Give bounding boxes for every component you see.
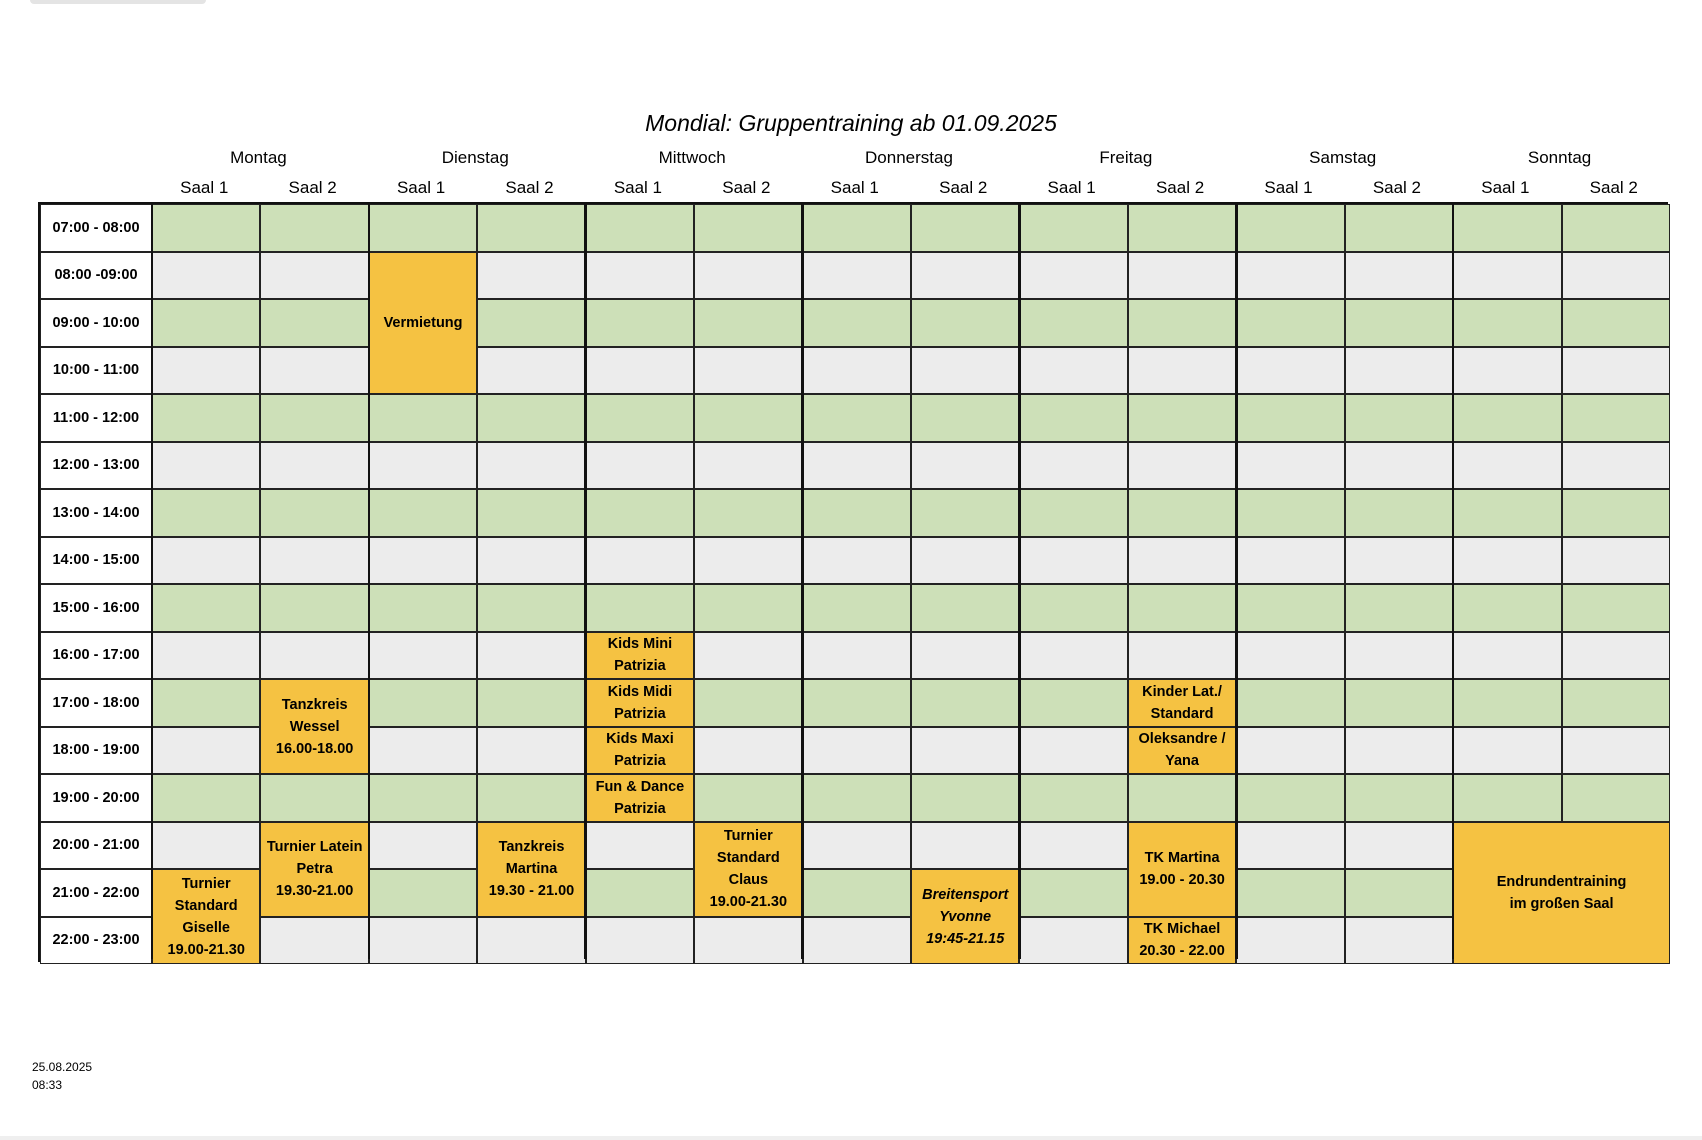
event-text-line: Giselle bbox=[182, 919, 230, 936]
schedule-cell bbox=[1345, 774, 1453, 822]
time-slot-label: 20:00 - 21:00 bbox=[40, 822, 152, 870]
schedule-cell bbox=[1236, 252, 1344, 300]
schedule-cell bbox=[1345, 917, 1453, 965]
schedule-cell bbox=[911, 822, 1019, 870]
schedule-cell bbox=[477, 347, 585, 395]
event-block[interactable] bbox=[911, 869, 1019, 964]
schedule-cell bbox=[1019, 537, 1127, 585]
schedule-cell bbox=[586, 442, 694, 490]
saal-header: Saal 1 bbox=[830, 178, 879, 197]
schedule-cell bbox=[152, 774, 260, 822]
saal-header: Saal 2 bbox=[939, 178, 988, 197]
event-block[interactable] bbox=[1128, 679, 1236, 727]
schedule-cell bbox=[1453, 299, 1561, 347]
schedule-cell bbox=[1345, 489, 1453, 537]
footer-date: 25.08.2025 bbox=[32, 1060, 93, 1074]
event-text-line: TK Michael bbox=[1143, 921, 1221, 938]
schedule-cell bbox=[1128, 204, 1236, 252]
schedule-cell bbox=[1562, 347, 1670, 395]
schedule-cell bbox=[369, 774, 477, 822]
day-separator bbox=[368, 204, 371, 959]
schedule-cell bbox=[369, 632, 477, 680]
schedule-cell bbox=[1453, 489, 1561, 537]
saal-header: Saal 2 bbox=[505, 178, 554, 197]
schedule-cell bbox=[1345, 394, 1453, 442]
schedule-cell bbox=[1236, 869, 1344, 917]
footer-time: 08:33 bbox=[32, 1078, 63, 1092]
schedule-cell bbox=[152, 394, 260, 442]
time-slot-label: 07:00 - 08:00 bbox=[40, 204, 152, 252]
saal-header: Saal 2 bbox=[288, 178, 337, 197]
event-text-line: Standard bbox=[1150, 705, 1214, 722]
schedule-cell bbox=[1019, 727, 1127, 775]
top-scroll-tab bbox=[30, 0, 206, 4]
event-block[interactable] bbox=[586, 679, 694, 727]
schedule-cell bbox=[1453, 679, 1561, 727]
saal-header: Saal 1 bbox=[1264, 178, 1313, 197]
event-text-line: Yana bbox=[1165, 753, 1199, 770]
schedule-cell bbox=[803, 917, 911, 965]
schedule-cell bbox=[911, 299, 1019, 347]
schedule-cell bbox=[260, 584, 368, 632]
schedule-cell bbox=[152, 347, 260, 395]
schedule-cell bbox=[1236, 299, 1344, 347]
schedule-cell bbox=[803, 774, 911, 822]
saal-header: Saal 1 bbox=[180, 178, 229, 197]
schedule-cell bbox=[694, 727, 802, 775]
event-text-line: Petra bbox=[296, 861, 333, 877]
schedule-cell bbox=[1236, 394, 1344, 442]
day-header: Freitag bbox=[1099, 148, 1153, 167]
schedule-cell bbox=[1562, 727, 1670, 775]
event-text-line: Breitensport bbox=[922, 886, 1009, 903]
schedule-cell bbox=[1128, 442, 1236, 490]
event-text-line: Endrundentraining bbox=[1496, 873, 1627, 890]
schedule-cell bbox=[369, 489, 477, 537]
event-text-line: Tanzkreis bbox=[498, 839, 565, 855]
schedule-cell bbox=[260, 394, 368, 442]
schedule-cell bbox=[260, 917, 368, 965]
day-separator bbox=[584, 204, 587, 959]
event-text-line: 19.00-21.30 bbox=[709, 894, 788, 910]
event-text-line: Vermietung bbox=[383, 314, 463, 331]
schedule-cell bbox=[803, 489, 911, 537]
event-text-line: Standard bbox=[716, 850, 780, 866]
event-text-line: Yvonne bbox=[939, 908, 992, 925]
saal-header: Saal 2 bbox=[1589, 178, 1638, 197]
schedule-cell bbox=[1019, 869, 1127, 917]
schedule-cell bbox=[1128, 394, 1236, 442]
schedule-cell bbox=[369, 584, 477, 632]
schedule-cell bbox=[1562, 632, 1670, 680]
schedule-cell bbox=[477, 252, 585, 300]
schedule-cell bbox=[1453, 632, 1561, 680]
schedule-cell bbox=[1236, 917, 1344, 965]
schedule-cell bbox=[477, 394, 585, 442]
schedule-cell bbox=[694, 537, 802, 585]
schedule-cell bbox=[152, 632, 260, 680]
schedule-cell bbox=[803, 584, 911, 632]
saal-header: Saal 2 bbox=[1372, 178, 1422, 197]
schedule-cell bbox=[586, 537, 694, 585]
schedule-cell bbox=[1345, 252, 1453, 300]
event-text-line: Turnier bbox=[181, 875, 231, 892]
schedule-cell bbox=[1345, 584, 1453, 632]
time-slot-label: 11:00 - 12:00 bbox=[40, 394, 152, 442]
schedule-cell bbox=[152, 822, 260, 870]
schedule-cell bbox=[1236, 204, 1344, 252]
schedule-cell bbox=[152, 489, 260, 537]
schedule-cell bbox=[1019, 822, 1127, 870]
time-slot-label: 12:00 - 13:00 bbox=[40, 442, 152, 490]
event-text-line: 19.30 - 21.00 bbox=[488, 883, 575, 899]
schedule-cell bbox=[1345, 822, 1453, 870]
schedule-cell bbox=[1128, 584, 1236, 632]
schedule-cell bbox=[1562, 204, 1670, 252]
schedule-cell bbox=[1562, 299, 1670, 347]
schedule-cell bbox=[694, 679, 802, 727]
event-text-line: 16.00-18.00 bbox=[275, 740, 354, 757]
event-text-line: 19.00-21.30 bbox=[167, 941, 245, 958]
schedule-cell bbox=[477, 299, 585, 347]
time-slot-label: 18:00 - 19:00 bbox=[40, 727, 152, 775]
schedule-cell bbox=[477, 679, 585, 727]
time-slot-label: 13:00 - 14:00 bbox=[40, 489, 152, 537]
schedule-cell bbox=[152, 442, 260, 490]
time-slot-label: 17:00 - 18:00 bbox=[40, 679, 152, 727]
time-slot-label: 15:00 - 16:00 bbox=[40, 584, 152, 632]
schedule-cell bbox=[1236, 632, 1344, 680]
saal-header: Saal 2 bbox=[1155, 178, 1205, 197]
schedule-cell bbox=[803, 869, 911, 917]
schedule-cell bbox=[1019, 632, 1127, 680]
time-slot-label: 10:00 - 11:00 bbox=[40, 347, 152, 395]
schedule-cell bbox=[694, 252, 802, 300]
time-slot-label: 09:00 - 10:00 bbox=[40, 299, 152, 347]
schedule-cell bbox=[260, 252, 368, 300]
schedule-cell bbox=[586, 822, 694, 870]
schedule-cell bbox=[1453, 774, 1561, 822]
time-slot-label: 21:00 - 22:00 bbox=[40, 869, 152, 917]
schedule-cell bbox=[694, 394, 802, 442]
schedule-cell bbox=[477, 204, 585, 252]
time-slot-label: 16:00 - 17:00 bbox=[40, 632, 152, 680]
event-text-line: Turnier bbox=[723, 828, 773, 844]
event-text-line: Martina bbox=[505, 861, 558, 877]
schedule-cell bbox=[911, 347, 1019, 395]
schedule-cell bbox=[1019, 204, 1127, 252]
event-text-line: 19.00 - 20.30 bbox=[1139, 872, 1225, 888]
schedule-cell bbox=[911, 679, 1019, 727]
schedule-cell bbox=[1453, 252, 1561, 300]
saal-header: Saal 1 bbox=[1481, 178, 1530, 197]
schedule-cell bbox=[1019, 394, 1127, 442]
schedule-cell bbox=[1562, 394, 1670, 442]
event-block[interactable] bbox=[369, 252, 477, 395]
schedule-cell bbox=[1562, 774, 1670, 822]
schedule-cell bbox=[260, 774, 368, 822]
schedule-cell bbox=[1345, 442, 1453, 490]
event-block[interactable] bbox=[1128, 727, 1236, 775]
event-text-line: Patrizia bbox=[614, 800, 666, 817]
schedule-cell bbox=[477, 489, 585, 537]
schedule-cell bbox=[1345, 727, 1453, 775]
schedule-cell bbox=[586, 584, 694, 632]
schedule-cell bbox=[586, 347, 694, 395]
schedule-cell bbox=[1019, 679, 1127, 727]
time-slot-label: 08:00 -09:00 bbox=[40, 252, 152, 300]
schedule-cell bbox=[911, 489, 1019, 537]
day-separator bbox=[151, 204, 154, 959]
schedule-cell bbox=[586, 299, 694, 347]
schedule-cell bbox=[477, 632, 585, 680]
event-block[interactable] bbox=[260, 822, 368, 917]
saal-header: Saal 1 bbox=[613, 178, 663, 197]
schedule-cell bbox=[1019, 442, 1127, 490]
schedule-cell bbox=[1345, 347, 1453, 395]
schedule-cell bbox=[694, 632, 802, 680]
event-block[interactable] bbox=[586, 774, 694, 822]
schedule-cell bbox=[1562, 442, 1670, 490]
schedule-cell bbox=[1562, 252, 1670, 300]
day-separator bbox=[801, 204, 804, 959]
day-header: Donnerstag bbox=[865, 148, 953, 167]
schedule-cell bbox=[1236, 537, 1344, 585]
event-block[interactable] bbox=[477, 822, 585, 917]
event-text-line: Wessel bbox=[289, 718, 340, 735]
time-slot-label: 22:00 - 23:00 bbox=[40, 917, 152, 965]
schedule-cell bbox=[152, 537, 260, 585]
schedule-cell bbox=[911, 774, 1019, 822]
schedule-cell bbox=[1128, 252, 1236, 300]
schedule-cell bbox=[1345, 869, 1453, 917]
schedule-cell bbox=[911, 632, 1019, 680]
schedule-cell bbox=[694, 584, 802, 632]
schedule-cell bbox=[586, 204, 694, 252]
day-separator bbox=[1018, 204, 1021, 959]
schedule-cell bbox=[369, 917, 477, 965]
schedule-cell bbox=[369, 537, 477, 585]
schedule-cell bbox=[911, 537, 1019, 585]
event-text-line: Kinder Lat./ bbox=[1142, 683, 1222, 700]
event-text-line: im großen Saal bbox=[1509, 895, 1614, 912]
schedule-cell bbox=[152, 584, 260, 632]
schedule-cell bbox=[1562, 679, 1670, 727]
schedule-cell bbox=[477, 917, 585, 965]
schedule-cell bbox=[694, 489, 802, 537]
schedule-cell bbox=[694, 299, 802, 347]
schedule-cell bbox=[152, 679, 260, 727]
schedule-cell bbox=[803, 727, 911, 775]
event-text-line: Claus bbox=[728, 872, 769, 888]
schedule-cell bbox=[152, 204, 260, 252]
event-block[interactable] bbox=[1453, 822, 1670, 965]
time-slot-label: 14:00 - 15:00 bbox=[40, 537, 152, 585]
schedule-cell bbox=[1236, 774, 1344, 822]
schedule-cell bbox=[1236, 679, 1344, 727]
schedule-cell bbox=[1019, 252, 1127, 300]
event-text-line: Kids Maxi bbox=[606, 731, 674, 748]
schedule-cell bbox=[803, 204, 911, 252]
schedule-cell bbox=[1236, 584, 1344, 632]
day-separator bbox=[1452, 204, 1455, 959]
event-text-line: Oleksandre / bbox=[1138, 731, 1226, 748]
schedule-cell bbox=[1345, 204, 1453, 252]
schedule-cell bbox=[911, 442, 1019, 490]
schedule-cell bbox=[803, 679, 911, 727]
schedule-cell bbox=[1019, 299, 1127, 347]
schedule-cell bbox=[803, 347, 911, 395]
bottom-edge bbox=[0, 1136, 1702, 1140]
schedule-cell bbox=[803, 632, 911, 680]
event-text-line: Patrizia bbox=[614, 658, 666, 675]
schedule-cell bbox=[586, 869, 694, 917]
schedule-cell bbox=[477, 442, 585, 490]
schedule-cell bbox=[152, 299, 260, 347]
day-header: Sonntag bbox=[1527, 148, 1592, 167]
event-text-line: TK Martina bbox=[1144, 850, 1220, 866]
event-block[interactable] bbox=[586, 727, 694, 775]
saal-header: Saal 1 bbox=[396, 178, 446, 197]
schedule-cell bbox=[260, 204, 368, 252]
schedule-cell bbox=[1019, 774, 1127, 822]
schedule-cell bbox=[1128, 632, 1236, 680]
day-header: Montag bbox=[230, 148, 287, 167]
event-text-line: Standard bbox=[174, 897, 238, 914]
schedule-cell bbox=[911, 204, 1019, 252]
schedule-cell bbox=[1562, 537, 1670, 585]
event-text-line: Kids Midi bbox=[607, 683, 673, 700]
day-header: Dienstag bbox=[441, 148, 509, 167]
day-header: Mittwoch bbox=[658, 148, 726, 167]
event-text-line: Patrizia bbox=[614, 753, 666, 770]
schedule-cell bbox=[1345, 299, 1453, 347]
schedule-cell bbox=[1019, 347, 1127, 395]
event-block[interactable] bbox=[1128, 917, 1236, 965]
schedule-cell bbox=[477, 584, 585, 632]
event-block[interactable] bbox=[152, 869, 260, 964]
schedule-cell bbox=[1453, 204, 1561, 252]
schedule-cell bbox=[152, 252, 260, 300]
schedule-cell bbox=[911, 394, 1019, 442]
event-block[interactable] bbox=[260, 679, 368, 774]
schedule-cell bbox=[803, 537, 911, 585]
schedule-cell bbox=[369, 679, 477, 727]
schedule-cell bbox=[369, 204, 477, 252]
day-header: Samstag bbox=[1309, 148, 1377, 167]
schedule-cell bbox=[803, 252, 911, 300]
schedule-cell bbox=[1453, 727, 1561, 775]
schedule-cell bbox=[803, 442, 911, 490]
schedule-cell bbox=[1128, 774, 1236, 822]
schedule-cell bbox=[1453, 537, 1561, 585]
schedule-cell bbox=[1236, 727, 1344, 775]
schedule-cell bbox=[1128, 489, 1236, 537]
schedule-cell bbox=[1453, 347, 1561, 395]
schedule-cell bbox=[911, 727, 1019, 775]
schedule-cell bbox=[1019, 584, 1127, 632]
schedule-cell bbox=[369, 394, 477, 442]
schedule-cell bbox=[1236, 489, 1344, 537]
schedule-cell bbox=[694, 774, 802, 822]
page-title: Mondial: Gruppentraining ab 01.09.2025 bbox=[645, 110, 1057, 136]
schedule-cell bbox=[803, 822, 911, 870]
schedule-cell bbox=[1453, 394, 1561, 442]
day-separator bbox=[1235, 204, 1238, 959]
schedule-cell bbox=[694, 204, 802, 252]
schedule-cell bbox=[1236, 347, 1344, 395]
schedule-cell bbox=[260, 299, 368, 347]
schedule-cell bbox=[369, 727, 477, 775]
schedule-cell bbox=[694, 917, 802, 965]
schedule-cell bbox=[369, 869, 477, 917]
schedule-cell bbox=[1345, 679, 1453, 727]
event-text-line: Fun & Dance bbox=[595, 778, 685, 795]
schedule-cell bbox=[260, 632, 368, 680]
schedule-grid bbox=[38, 202, 1668, 962]
event-text-line: Tanzkreis bbox=[281, 696, 348, 713]
event-text-line: 20.30 - 22.00 bbox=[1139, 943, 1225, 960]
schedule-cell bbox=[369, 442, 477, 490]
schedule-cell bbox=[911, 584, 1019, 632]
schedule-cell bbox=[260, 537, 368, 585]
schedule-cell bbox=[694, 442, 802, 490]
schedule-cell bbox=[1128, 537, 1236, 585]
schedule-cell bbox=[586, 489, 694, 537]
schedule-cell bbox=[477, 727, 585, 775]
schedule-cell bbox=[1019, 489, 1127, 537]
saal-header: Saal 1 bbox=[1047, 178, 1096, 197]
event-block[interactable] bbox=[586, 632, 694, 680]
schedule-cell bbox=[152, 727, 260, 775]
schedule-cell bbox=[586, 252, 694, 300]
schedule-cell bbox=[1128, 299, 1236, 347]
schedule-cell bbox=[911, 252, 1019, 300]
schedule-cell bbox=[260, 347, 368, 395]
schedule-cell bbox=[1345, 632, 1453, 680]
schedule-cell bbox=[369, 822, 477, 870]
schedule-cell bbox=[260, 442, 368, 490]
schedule-cell bbox=[586, 394, 694, 442]
event-block[interactable] bbox=[1128, 822, 1236, 917]
schedule-cell bbox=[477, 537, 585, 585]
schedule-cell bbox=[586, 917, 694, 965]
event-text-line: 19.30-21.00 bbox=[275, 883, 354, 899]
time-slot-label: 19:00 - 20:00 bbox=[40, 774, 152, 822]
schedule-cell bbox=[1453, 584, 1561, 632]
schedule-cell bbox=[1236, 442, 1344, 490]
schedule-cell bbox=[1562, 584, 1670, 632]
event-block[interactable] bbox=[694, 822, 802, 917]
schedule-cell bbox=[1562, 489, 1670, 537]
schedule-cell bbox=[803, 299, 911, 347]
schedule-cell bbox=[803, 394, 911, 442]
schedule-cell bbox=[260, 489, 368, 537]
event-text-line: 19:45-21.15 bbox=[926, 930, 1005, 947]
saal-header: Saal 2 bbox=[722, 178, 771, 197]
event-text-line: Patrizia bbox=[614, 705, 666, 722]
schedule-cell bbox=[694, 347, 802, 395]
schedule-cell bbox=[1128, 347, 1236, 395]
schedule-cell bbox=[477, 774, 585, 822]
schedule-cell bbox=[1453, 442, 1561, 490]
schedule-cell bbox=[1236, 822, 1344, 870]
event-text-line: Turnier Latein bbox=[266, 839, 363, 855]
schedule-cell bbox=[1019, 917, 1127, 965]
event-text-line: Kids Mini bbox=[607, 636, 673, 653]
schedule-cell bbox=[1345, 537, 1453, 585]
